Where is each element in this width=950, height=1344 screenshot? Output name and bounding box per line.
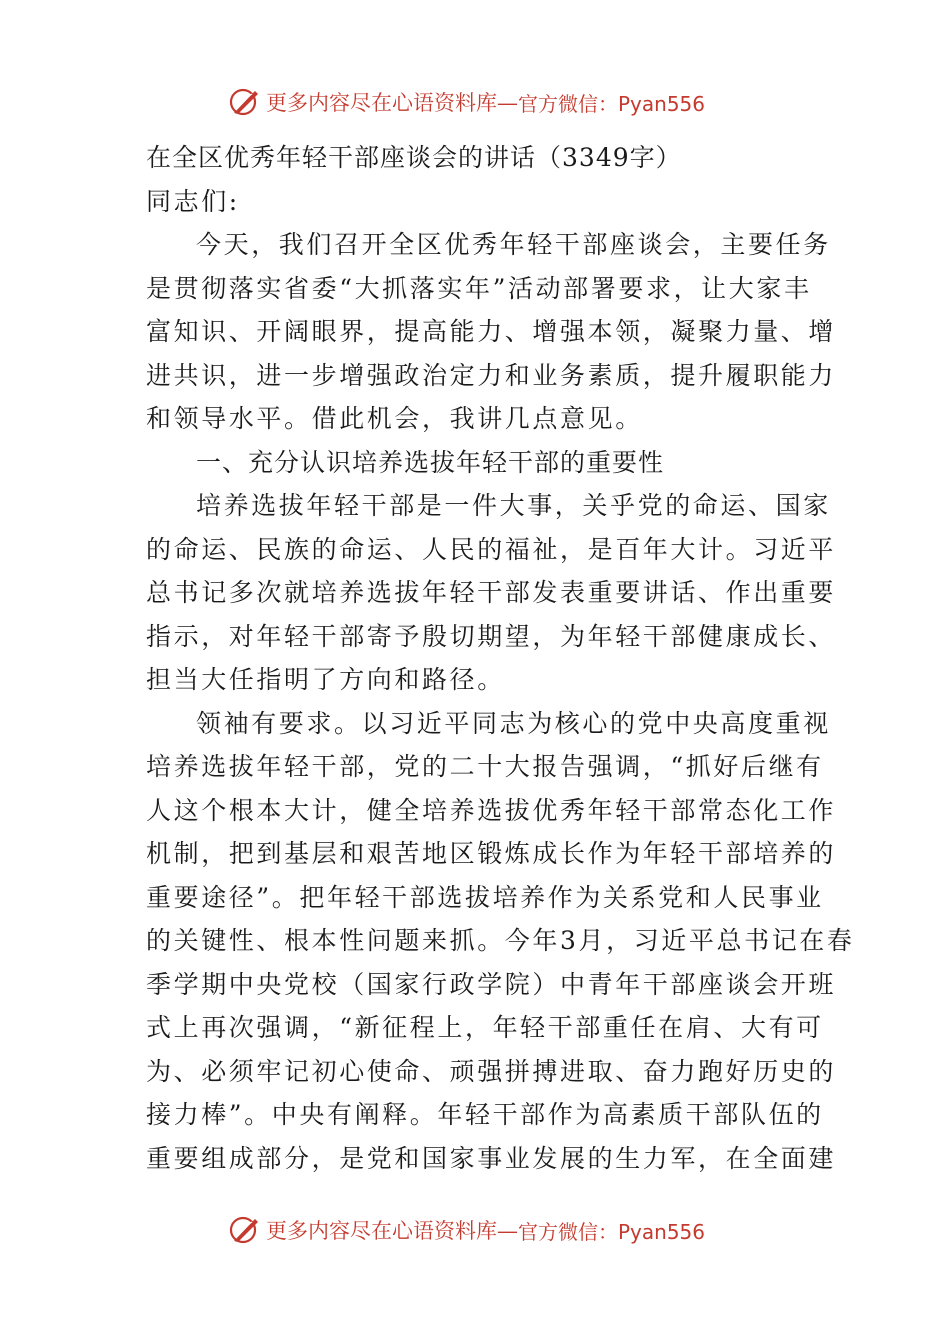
paragraph-line: 和领导水平。借此机会，我讲几点意见。: [146, 404, 643, 433]
paragraph-line: 机制，把到基层和艰苦地区锻炼成长作为年轻干部培养的: [146, 839, 837, 868]
paragraph-line: 重要组成部分，是党和国家事业发展的生力军，在全面建: [146, 1143, 837, 1173]
document-body: [146, 136, 855, 1180]
paragraph-line: 领袖有要求。以习近平同志为核心的党中央高度重视: [196, 708, 831, 738]
paragraph-line: 的关键性、根本性问题来抓。今年3月，习近平总书记在春: [146, 926, 855, 955]
paragraph-line: 今天，我们召开全区优秀年轻干部座谈会，主要任务: [196, 230, 831, 259]
paragraph-line: 指示，对年轻干部寄予殷切期望，为年轻干部健康成长、: [146, 621, 837, 651]
header-banner: [228, 82, 705, 122]
paragraph-line: 富知识、开阔眼界，提高能力、增强本领，凝聚力量、增: [146, 317, 837, 346]
quill-logo-icon: [228, 85, 262, 119]
paragraph-line: 的命运、民族的命运、人民的福祉，是百年大计。习近平: [146, 534, 837, 564]
paragraph-line: 重要途径”。把年轻干部选拔培养作为关系党和人民事业: [146, 882, 824, 912]
banner-brand-text: 更多内容尽在心语资料库—: [266, 1219, 518, 1243]
paragraph-line: 式上再次强调，“新征程上，年轻干部重任在肩、大有可: [146, 1013, 824, 1042]
salutation: 同志们:: [146, 186, 240, 216]
paragraph-1: [146, 223, 837, 441]
paragraph-3: [146, 702, 855, 1181]
paragraph-line: 培养选拔年轻干部是一件大事，关乎党的命运、国家: [196, 491, 831, 520]
section-heading: 一、充分认识培养选拔年轻干部的重要性: [196, 447, 665, 477]
paragraph-line: 接力棒”。中央有阐释。年轻干部作为高素质干部队伍的: [146, 1100, 824, 1129]
banner-contact-text: 官方微信：Pyan556: [518, 91, 706, 116]
paragraph-line: 总书记多次就培养选拔年轻干部发表重要讲话、作出重要: [146, 578, 837, 607]
document-title: 在全区优秀年轻干部座谈会的讲话（3349字）: [146, 143, 682, 172]
paragraph-line: 为、必须牢记初心使命、顽强拼搏进取、奋力跑好历史的: [146, 1056, 837, 1086]
paragraph-line: 季学期中央党校（国家行政学院）中青年干部座谈会开班: [146, 969, 837, 999]
paragraph-line: 进共识，进一步增强政治定力和业务素质，提升履职能力: [146, 360, 837, 390]
banner-contact-text: 官方微信：Pyan556: [518, 1219, 706, 1244]
quill-logo-icon: [228, 1213, 262, 1247]
paragraph-line: 是贯彻落实省委“大抓落实年”活动部署要求，让大家丰: [146, 273, 812, 303]
paragraph-line: 培养选拔年轻干部，党的二十大报告强调，“抓好后继有: [146, 752, 824, 781]
paragraph-2: [146, 484, 837, 702]
banner-brand-text: 更多内容尽在心语资料库—: [266, 91, 518, 115]
paragraph-line: 人这个根本大计，健全培养选拔优秀年轻干部常态化工作: [146, 795, 837, 825]
paragraph-line: 担当大任指明了方向和路径。: [146, 665, 505, 694]
footer-banner: [228, 1210, 705, 1250]
